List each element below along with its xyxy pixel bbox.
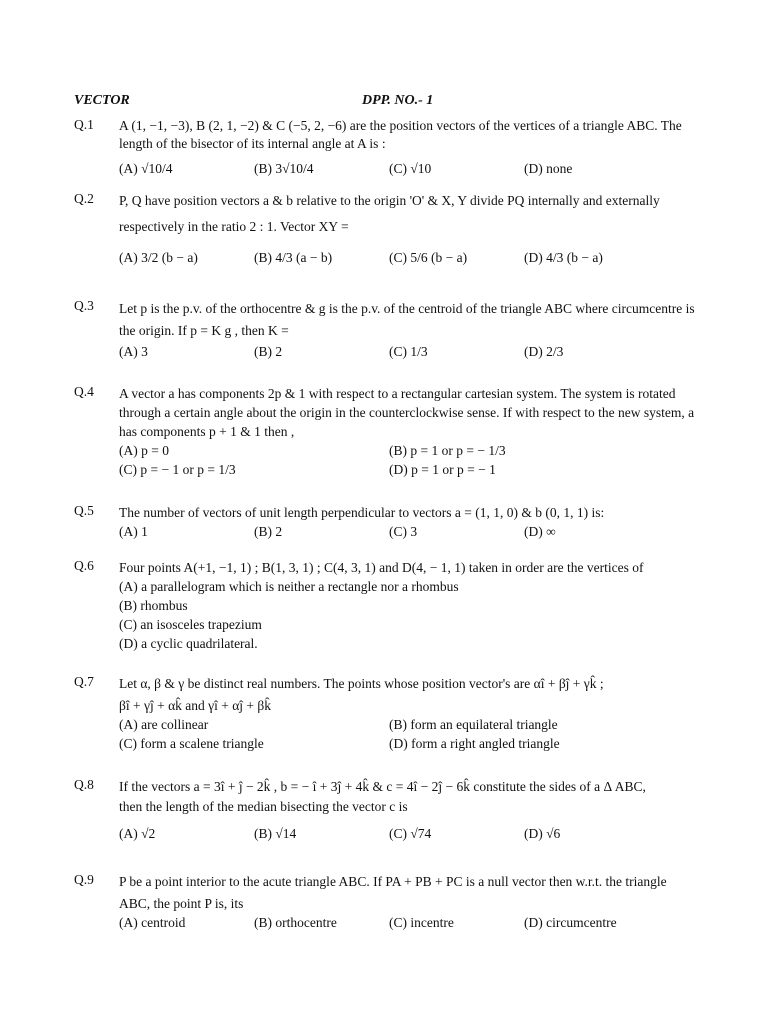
question-number: Q.7 [74,674,94,689]
question-number: Q.9 [74,872,94,887]
option-c: (C) √10 [389,161,432,176]
option-a: (A) a parallelogram which is neither a rectangle nor a rhombus [119,579,459,594]
option-a: (A) centroid [119,915,186,930]
option-b: (B) 2 [254,344,283,359]
question-text-line1: If the vectors a = 3î + ĵ − 2k̂ , b = − î + 3ĵ + 4k̂ & c = 4î − 2ĵ − 6k̂ constitute the sides of a Δ ABC, [119,779,646,794]
question-2 [74,191,696,267]
question-text-line1: P be a point interior to the acute triangle ABC. If PA + PB + PC is a null vector then w.r.t. the triangle [119,874,667,889]
question-number: Q.4 [74,384,94,399]
option-d: (D) none [524,161,573,176]
question-number: Q.5 [74,503,94,518]
option-b: (B) rhombus [119,598,188,613]
option-c: (C) p = − 1 or p = 1/3 [119,462,236,477]
question-1 [74,117,696,178]
question-7 [74,674,696,753]
option-d: (D) 2/3 [524,344,564,359]
question-text-line1: P, Q have position vectors a & b relative to the origin 'O' & X, Y divide PQ internally and externally [119,193,660,208]
question-text-line2: then the length of the median bisecting the vector c is [119,799,408,814]
option-c: (C) incentre [389,915,454,930]
question-5 [74,503,696,541]
question-number: Q.1 [74,117,94,132]
question-number: Q.6 [74,558,94,573]
option-d: (D) a cyclic quadrilateral. [119,636,258,651]
question-text: Let p is the p.v. of the orthocentre & g is the p.v. of the centroid of the triangle ABC where circumcentre is the origin. If p = K g , then K = [119,301,695,338]
option-b: (B) p = 1 or p = − 1/3 [389,443,506,458]
option-a: (A) √2 [119,826,156,841]
option-b: (B) √14 [254,826,297,841]
question-text-line2: ABC, the point P is, its [119,896,244,911]
option-d: (D) √6 [524,826,561,841]
question-number: Q.3 [74,298,94,313]
question-text: The number of vectors of unit length perpendicular to vectors a = (1, 1, 0) & b (0, 1, 1) is: [119,505,605,520]
option-b: (B) form an equilateral triangle [389,717,558,732]
question-number: Q.8 [74,777,94,792]
option-c: (C) form a scalene triangle [119,736,264,751]
option-c: (C) 3 [389,524,418,539]
dpp-number: DPP. NO.- 1 [362,93,434,108]
question-text: A (1, −1, −3), B (2, 1, −2) & C (−5, 2, −6) are the position vectors of the vertices of a triangle ABC. The length of the bisector of its internal angle at A is : [119,118,682,151]
option-d: (D) circumcentre [524,915,617,930]
option-a: (A) 3/2 (b − a) [119,250,198,265]
option-d: (D) form a right angled triangle [389,736,560,751]
question-3 [74,298,696,361]
question-4 [74,384,696,479]
question-text: Four points A(+1, −1, 1) ; B(1, 3, 1) ; C(4, 3, 1) and D(4, − 1, 1) taken in order are the vertices of [119,560,644,575]
question-9 [74,872,696,932]
option-c: (C) an isosceles trapezium [119,617,262,632]
option-c: (C) 5/6 (b − a) [389,250,468,265]
option-a: (A) 1 [119,524,148,539]
option-b: (B) 4/3 (a − b) [254,250,333,265]
section-title: VECTOR [74,93,130,108]
option-b: (B) orthocentre [254,915,337,930]
option-b: (B) 2 [254,524,283,539]
option-a: (A) p = 0 [119,443,169,458]
option-a: (A) are collinear [119,717,209,732]
question-text: A vector a has components 2p & 1 with respect to a rectangular cartesian system. The system is rotated through a certain angle about the origin in the counterclockwise sense. If with respect to the new system, a has components p + 1 & 1 then , [119,386,695,439]
option-a: (A) √10/4 [119,161,173,176]
option-d: (D) 4/3 (b − a) [524,250,603,265]
question-number: Q.2 [74,191,94,206]
question-6 [74,558,696,653]
option-c: (C) 1/3 [389,344,428,359]
option-a: (A) 3 [119,344,148,359]
option-c: (C) √74 [389,826,432,841]
question-8 [74,777,696,843]
question-text-line2: βî + γĵ + αk̂ and γî + αĵ + βk̂ [119,698,272,713]
option-d: (D) ∞ [524,524,556,539]
option-d: (D) p = 1 or p = − 1 [389,462,496,477]
question-text-line1: Let α, β & γ be distinct real numbers. The points whose position vector's are αî + βĵ + γk̂ ; [119,676,604,691]
option-b: (B) 3√10/4 [254,161,314,176]
question-text-line2: respectively in the ratio 2 : 1. Vector XY = [119,219,349,234]
